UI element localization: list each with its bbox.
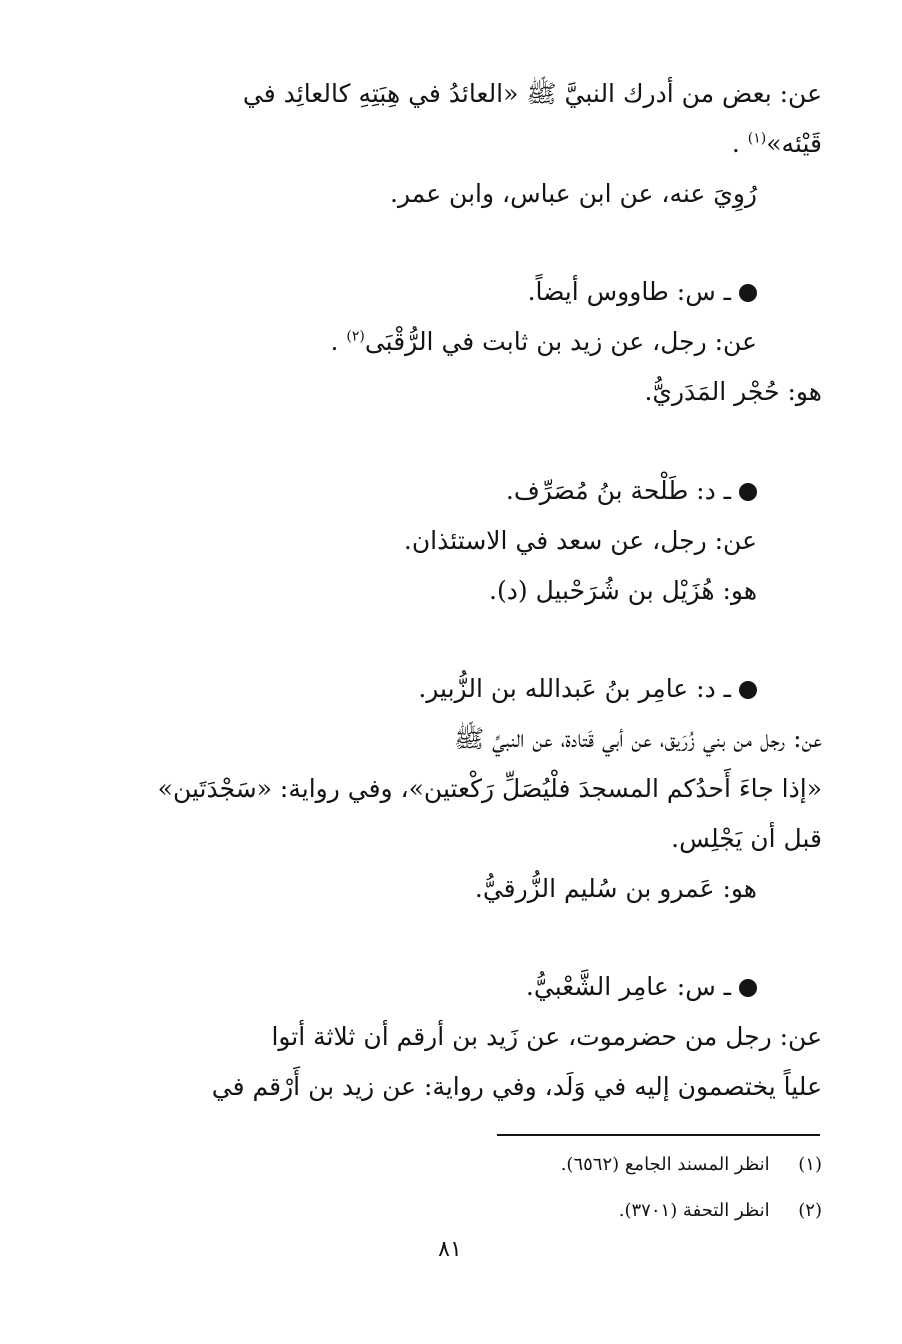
- entry-header: [506, 467, 757, 515]
- footnote: [619, 1196, 822, 1226]
- entry-header: [418, 665, 757, 713]
- text-line: عن: رجل من بني زُرَيق، عن أبي قَتادة، عن النبيِّ ﷺ: [453, 724, 822, 753]
- text-line-content: قَيْئه»: [766, 129, 822, 158]
- text-line: هو: هُزَيْل بن شُرَحْبيل (د).: [489, 576, 757, 605]
- bullet-icon: [739, 284, 757, 302]
- text-line: هو: عَمرو بن سُليم الزُّرقيُّ.: [474, 874, 757, 903]
- entry-header-text: ـ س: طاووس أيضاً.: [527, 277, 731, 306]
- footnote-number: (٢): [798, 1200, 822, 1221]
- footnote-number: (١): [798, 1154, 822, 1175]
- text-line: عن: رجل، عن زيد بن ثابت في الرُّقْبَى$^{(٢)}$ .: [330, 327, 757, 356]
- text-line: رُوِيَ عنه، عن ابن عباس، وابن عمر.: [390, 179, 757, 208]
- text-line: «إذا جاءَ أَحدُكم المسجدَ فلْيُصَلِّ رَكْعتين»، وفي رواية: «سَجْدَتَين»: [157, 774, 822, 803]
- entry-header-text: ـ س: عامِر الشَّعْبيُّ.: [525, 972, 731, 1001]
- text-line: هو: حُجْر المَدَريُّ.: [644, 377, 822, 406]
- bullet-icon: [739, 681, 757, 699]
- text-line: قبل أن يَجْلِس.: [671, 824, 822, 853]
- page-number: ٨١: [438, 1237, 462, 1262]
- entry-header-text: ـ د: طَلْحة بنُ مُصَرِّف.: [505, 476, 731, 505]
- footnote-marker: (١): [747, 130, 767, 147]
- text-line: علياً يختصمون إليه في وَلَد، وفي رواية: عن زيد بن أَرْقم في: [211, 1072, 822, 1101]
- entry-header: [528, 268, 757, 316]
- bullet-icon: [739, 979, 757, 997]
- footnote: [561, 1150, 822, 1180]
- entry-header: [526, 963, 757, 1011]
- footnote-marker: (٢): [346, 328, 365, 345]
- text-line: قَيْئه»$^{(١)}$ .: [731, 129, 822, 158]
- footnote-text: انظر المسند الجامع (٦٥٦٢).: [560, 1154, 770, 1175]
- text-line: عن: بعض من أدرك النبيَّ ﷺ «العائدُ في هِبَتِهِ كالعائِد في: [242, 79, 822, 108]
- footnote-separator: [497, 1134, 820, 1136]
- text-line: عن: رجل من حضرموت، عن زَيد بن أرقم أن ثلاثة أتوا: [271, 1022, 822, 1051]
- bullet-icon: [739, 483, 757, 501]
- text-line-content: عن: رجل، عن زيد بن ثابت في الرُّقْبَى: [364, 327, 757, 356]
- text-line: عن: رجل، عن سعد في الاستئذان.: [403, 526, 757, 555]
- entry-header-text: ـ د: عامِر بنُ عَبدالله بن الزُّبير.: [418, 674, 731, 703]
- footnote-text: انظر التحفة (٣٧٠١).: [618, 1200, 770, 1221]
